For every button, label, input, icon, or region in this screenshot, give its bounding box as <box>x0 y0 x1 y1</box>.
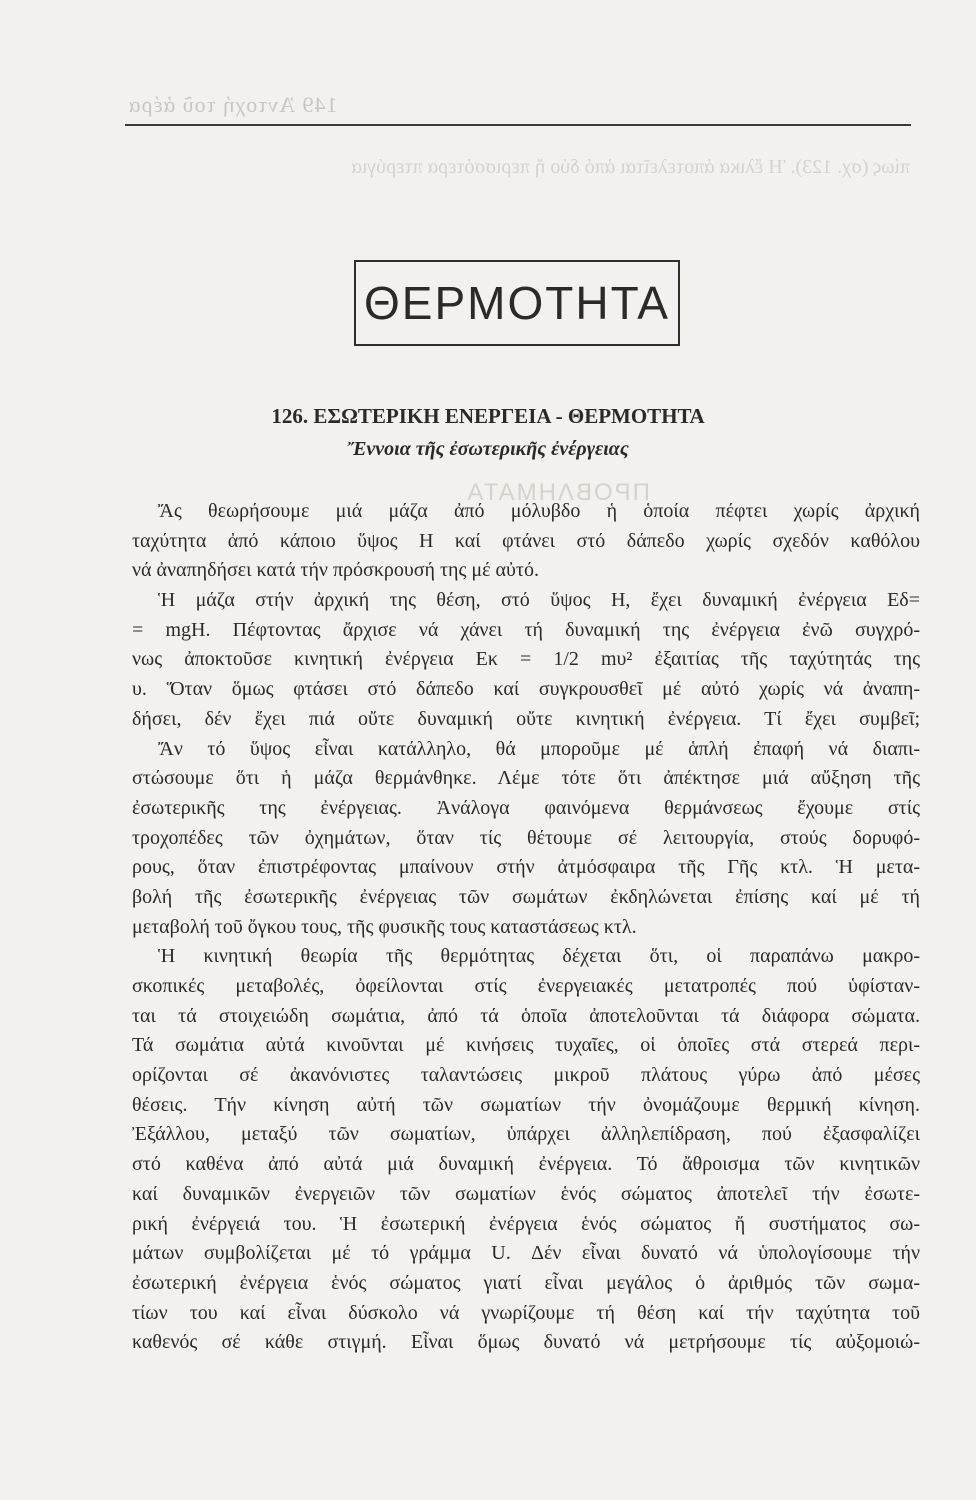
body-line: Ἡ κινητική θεωρία τῆς θερμότητας δέχεται ὅτι, οἱ παραπάνω μακρο- <box>158 945 920 968</box>
body-line: σκοπικές μεταβολές, ὀφείλονται στίς ἐνεργειακές μετατροπές πού ὑφίσταν- <box>132 975 920 997</box>
bleed-through-running-head: 149 Ἀντοχή τοῦ ἀέρα <box>128 92 338 117</box>
body-line: = mgH. Πέφτοντας ἄρχισε νά χάνει τή δυναμική της ἐνέργεια ἐνῶ συγχρό- <box>132 618 920 641</box>
body-line: ἐσωτερική ἐνέργεια ἑνός σώματος γιατί εἶναι μεγάλος ὁ ἀριθμός τῶν σωμα- <box>132 1271 920 1294</box>
body-line: Ἄν τό ὕψος εἶναι κατάλληλο, θά μποροῦμε μέ ἁπλή ἐπαφή νά διαπι- <box>158 737 920 760</box>
body-line: νως ἀποκτοῦσε κινητική ἐνέργεια Εκ = 1/2 mυ² ἐξαιτίας τῆς ταχύτητάς της <box>132 648 920 671</box>
body-text <box>132 497 920 1358</box>
body-line: μάτων συμβολίζεται μέ τό γράμμα U. Δέν εἶναι δυνατό νά ὑπολογίσουμε τήν <box>132 1242 920 1265</box>
body-line: υ. Ὅταν ὅμως φτάσει στό δάπεδο καί συγκρουσθεῖ μέ αὐτό χωρίς νά ἀναπη- <box>132 678 920 701</box>
body-line: βολή τῆς ἐσωτερικῆς ἐνέργειας τῶν σωμάτων ἐκδηλώνεται ἐπίσης καί μέ τή <box>132 885 920 908</box>
body-line: τροχοπέδες τῶν ὀχημάτων, ὅταν τίς θέτουμε σέ λειτουργία, στούς δορυφό- <box>132 826 920 849</box>
body-line: στό καθένα ἀπό αὐτά μιά δυναμική ἐνέργεια. Τό ἄθροισμα τῶν κινητικῶν <box>132 1153 920 1176</box>
body-line: καί δυναμικῶν ἐνεργειῶν τῶν σωματίων ἑνός σώματος ἀποτελεῖ τήν ἐσωτε- <box>132 1182 920 1205</box>
body-line: Ἄς θεωρήσουμε μιά μάζα ἀπό μόλυβδο ἡ ὁποία πέφτει χωρίς ἀρχική <box>158 500 920 522</box>
body-line: τίων του καί εἶναι δύσκολο νά γνωρίζουμε τή θέση καί τήν ταχύτητα τοῦ <box>132 1301 920 1324</box>
chapter-title-box <box>354 260 680 346</box>
body-line: ορίζονται σέ ἀκανόνιστες ταλαντώσεις μικροῦ πλάτους γύρω ἀπό μέσες <box>132 1064 920 1087</box>
bleed-through-heading: ΠΡΟΒΛΗΜΑΤΑ <box>465 479 650 506</box>
bleed-through-text: πίως (σχ. 123). Ἡ ἕλικα ἀποτελεῖται ἀπό δύο ἤ περισσότερα πτερύγια <box>351 156 910 178</box>
body-line: ρική ἐνέργειά του. Ἡ ἐσωτερική ἐνέργεια ἑνός σώματος ἤ συστήματος σω- <box>132 1212 920 1235</box>
body-line: στώσουμε ὅτι ἡ μάζα θερμάνθηκε. Λέμε τότε ὅτι ἀπέκτησε μιά αὔξηση τῆς <box>132 767 920 790</box>
body-line: θέσεις. Τήν κίνηση αὐτή τῶν σωματίων τήν ὀνομάζουμε θερμική κίνηση. <box>132 1093 920 1116</box>
body-line: μεταβολή τοῦ ὄγκου τους, τῆς φυσικῆς τους καταστάσεως κτλ. <box>132 915 637 938</box>
body-line: δήσει, δέν ἔχει πιά οὔτε δυναμική οὔτε κινητική ἐνέργεια. Τί ἔχει συμβεῖ; <box>132 707 920 730</box>
header-rule <box>125 124 911 126</box>
body-line: Ἐξάλλου, μεταξύ τῶν σωματίων, ὑπάρχει ἀλληλεπίδραση, πού ἐξασφαλίζει <box>132 1123 920 1146</box>
chapter-title: ΘΕΡΜΟΤΗΤΑ <box>364 277 670 329</box>
body-line: Ἡ μάζα στήν ἀρχική της θέση, στό ὕψος Η, ἔχει δυναμική ἐνέργεια Εδ= <box>158 589 920 612</box>
body-line: νά ἀναπηδήσει κατά τήν πρόσκρουσή της μέ αὐτό. <box>132 559 539 582</box>
body-line: ταχύτητα ἀπό κάποιο ὕψος Η καί φτάνει στό δάπεδο χωρίς σχεδόν καθόλου <box>132 529 920 552</box>
body-line: Τά σωμάτια αὐτά κινοῦνται μέ κινήσεις τυχαῖες, οἱ ὁποῖες στά στερεά περι- <box>132 1034 920 1057</box>
section-heading: 126. ΕΣΩΤΕΡΙΚΗ ΕΝΕΡΓΕΙΑ - ΘΕΡΜΟΤΗΤΑ <box>271 404 705 428</box>
body-line: ται τά στοιχειώδη σωμάτια, ἀπό τά ὁποῖα ἀποτελοῦνται τά διάφορα σώματα. <box>132 1004 920 1027</box>
body-line: ἐσωτερικῆς της ἐνέργειας. Ἀνάλογα φαινόμενα θερμάνσεως ἔχουμε στίς <box>132 796 920 819</box>
section-subheading: Ἔννοια τῆς ἐσωτερικῆς ἐνέργειας <box>347 438 629 460</box>
body-line: καθενός σέ κάθε στιγμή. Εἶναι ὅμως δυνατό νά μετρήσουμε τίς αὐξομοιώ- <box>132 1331 920 1354</box>
body-line: ρους, ὅταν ἐπιστρέφοντας μπαίνουν στήν ἀτμόσφαιρα τῆς Γῆς κτλ. Ἡ μετα- <box>132 856 920 879</box>
